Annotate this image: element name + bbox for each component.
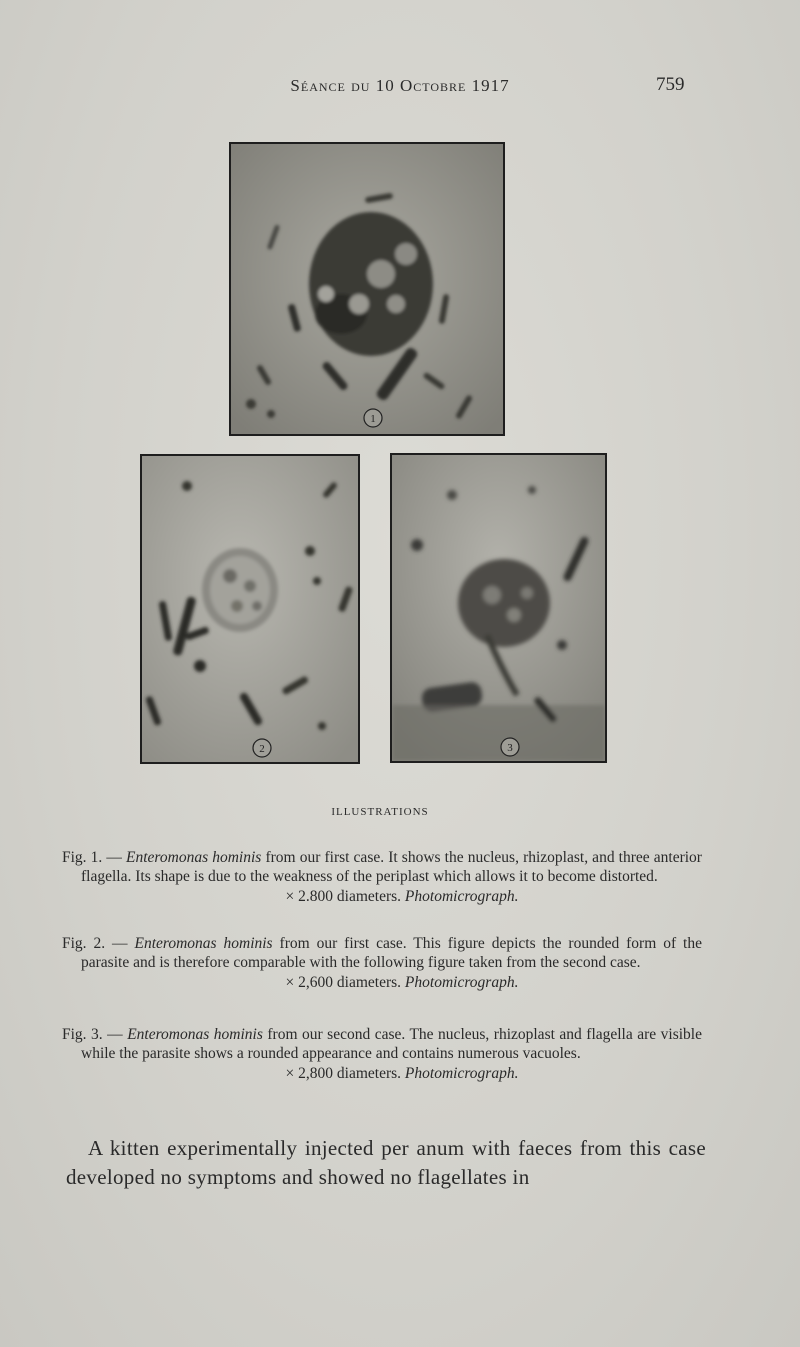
caption-method: Photomicrograph. bbox=[404, 1065, 519, 1082]
figure-3-photomicrograph bbox=[390, 453, 607, 763]
caption-magnification: × 2,800 diameters. bbox=[285, 1065, 402, 1082]
section-label: ILLUSTRATIONS bbox=[331, 806, 429, 818]
body-paragraph: A kitten experimentally injected per anum with faeces from this case developed no symptoms and showed no flagellates in bbox=[66, 1136, 706, 1189]
caption-fig-label: Fig. 2. bbox=[62, 935, 106, 952]
figure-3-image bbox=[392, 455, 605, 761]
caption-magnification: × 2.800 diameters. bbox=[285, 888, 402, 905]
page-number: 759 bbox=[656, 74, 685, 95]
figure-1-image bbox=[231, 144, 503, 434]
figure-3-magnification bbox=[62, 1064, 702, 1083]
figure-2-magnification bbox=[62, 973, 702, 992]
caption-fig-label: Fig. 3. bbox=[62, 1026, 103, 1043]
figure-2-image bbox=[142, 456, 358, 762]
figure-1-number: 1 bbox=[370, 413, 376, 425]
figure-3-caption-text bbox=[62, 1025, 702, 1063]
figure-2-caption-text bbox=[62, 934, 702, 972]
caption-fig-label: Fig. 1. bbox=[62, 849, 103, 866]
caption-body: from our first case. It shows the nucleus, rhizoplast, and three anterior flagella. Its shape is due to the weakness of the periplast which allows it to become distorted. bbox=[81, 849, 702, 885]
figure-1-caption-text bbox=[62, 848, 702, 886]
figure-1-photomicrograph bbox=[229, 142, 505, 436]
caption-dash: — bbox=[102, 849, 127, 866]
figure-1-caption bbox=[62, 848, 702, 906]
caption-species: Enteromonas hominis bbox=[134, 935, 273, 952]
caption-dash: — bbox=[105, 935, 135, 952]
figure-3-number: 3 bbox=[507, 742, 513, 754]
figure-2-number: 2 bbox=[259, 743, 265, 755]
running-head: Séance du 10 Octobre 1917 bbox=[290, 76, 510, 95]
figure-2-photomicrograph bbox=[140, 454, 360, 764]
caption-species: Enteromonas hominis bbox=[126, 849, 262, 866]
caption-magnification: × 2,600 diameters. bbox=[285, 974, 402, 991]
caption-species: Enteromonas hominis bbox=[127, 1026, 263, 1043]
figure-3-caption bbox=[62, 1025, 702, 1083]
figure-2-caption bbox=[62, 934, 702, 992]
caption-method: Photomicrograph. bbox=[404, 888, 519, 905]
caption-body: from our second case. The nucleus, rhizoplast and flagella are visible while the parasite shows a rounded appearance and contains numerous vacuoles. bbox=[81, 1026, 702, 1062]
caption-dash: — bbox=[102, 1026, 128, 1043]
caption-body: from our first case. This figure depicts the rounded form of the parasite and is therefore comparable with the following figure taken from the second case. bbox=[81, 935, 702, 971]
figure-1-magnification bbox=[62, 887, 702, 906]
caption-method: Photomicrograph. bbox=[404, 974, 519, 991]
